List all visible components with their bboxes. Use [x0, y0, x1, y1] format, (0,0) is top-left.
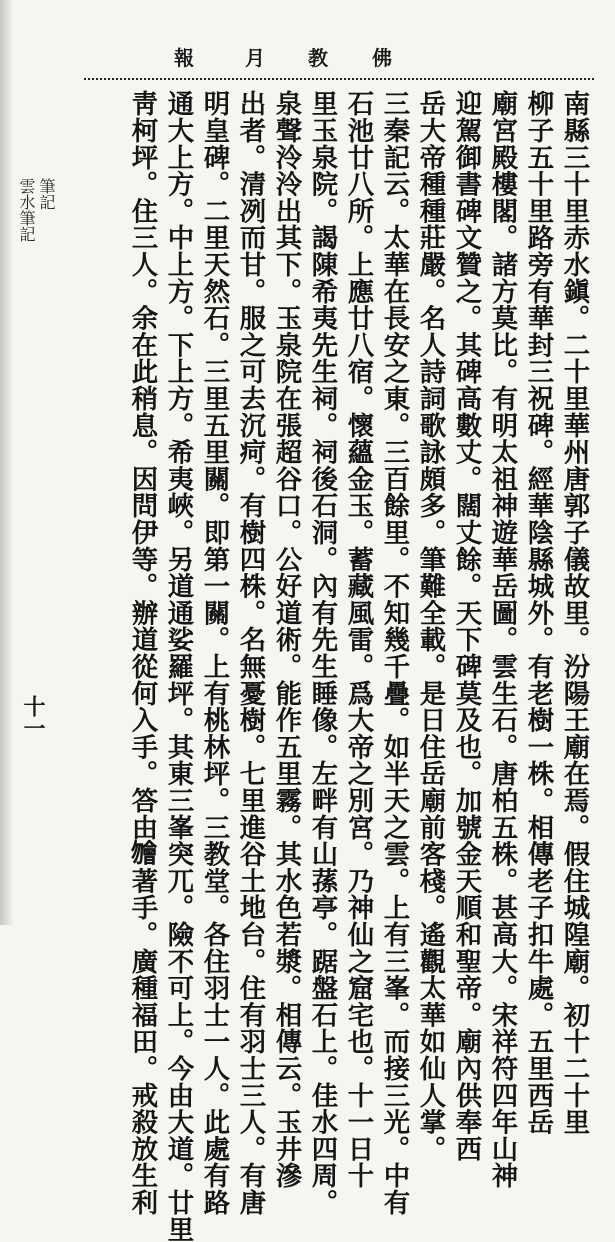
text-column: 里玉泉院。謁陳希夷先生祠。祠後石洞。內有先生睡像。左畔有山蓀亭。踞盤石上。佳水四周。	[307, 90, 338, 1216]
header-divider	[84, 78, 594, 80]
header-char-4: 報	[174, 46, 194, 70]
margin-label-title: 雲水筆記	[17, 178, 36, 242]
vertical-text-body	[60, 90, 592, 1242]
text-column: 出者。清冽而甘。服之可去沉疴。有樹四株。名無憂樹。七里進谷土地台。住有羽士三人。有唐	[235, 90, 266, 1216]
journal-header	[150, 42, 500, 76]
margin-label-category: 筆記	[37, 178, 56, 210]
header-char-1: 佛	[372, 46, 392, 70]
text-column: 迎駕御書碑文贊之。其碑高數丈。闊丈餘。天下碑莫及也。加號金天順和聖帝。廟內供奉西	[451, 90, 482, 1162]
text-column: 明皇碑。二里天然石。三里五里關。即第一關。上有桃林坪。三教堂。各住羽士一人。此處有路	[199, 90, 230, 1216]
text-column: 泉聲泠泠出其下。玉泉院在張超谷口。公好道術。能作五里霧。其水色若漿。相傳云。玉井滲	[271, 90, 302, 1189]
margin-section-label	[16, 178, 56, 698]
text-column: 廟宮殿樓閣。諸方莫比。有明太祖神遊華岳圖。雲生石。唐柏五株。甚高大。宋祥符四年山神	[487, 90, 518, 1189]
header-char-2: 教	[308, 46, 328, 70]
header-char-3: 月	[245, 46, 265, 70]
text-column: 三秦記云。太華在長安之東。三百餘里。不知幾千疊。如半天之雲。上有三峯。而接三光。中有	[379, 90, 410, 1216]
text-column: 靑柯坪。住三人。余在此稍息。因問伊等。辦道從何入手。答由𣍐著手。廣種福田。戒殺放生利	[127, 90, 158, 1216]
text-column: 南縣三十里赤水鎭。二十里華州唐郭子儀故里。汾陽王廟在焉。假住城隍廟。初十二十里	[559, 90, 590, 1136]
page-number: 十一	[20, 695, 46, 739]
text-column: 岳大帝種種莊嚴。名人詩詞歌詠頗多。筆難全載。是日住岳廟前客棧。遙觀太華如仙人掌。	[415, 90, 446, 1162]
text-column: 石池廿八所。上應廿八宿。懷蘊金玉。蓄藏風雷。爲大帝之別宮。乃神仙之窟宅也。十一日十	[343, 90, 374, 1189]
text-column: 通大上方。中上方。下上方。希夷峽。另道通娑羅坪。其東三峯突兀。險不可上。今由大道。廿里	[163, 90, 194, 1242]
text-column: 柳子五十里路旁有華封三祝碑。經華陰縣城外。有老樹一株。相傳老子扣牛處。五里西岳	[523, 90, 554, 1136]
binding-shadow	[0, 0, 14, 925]
